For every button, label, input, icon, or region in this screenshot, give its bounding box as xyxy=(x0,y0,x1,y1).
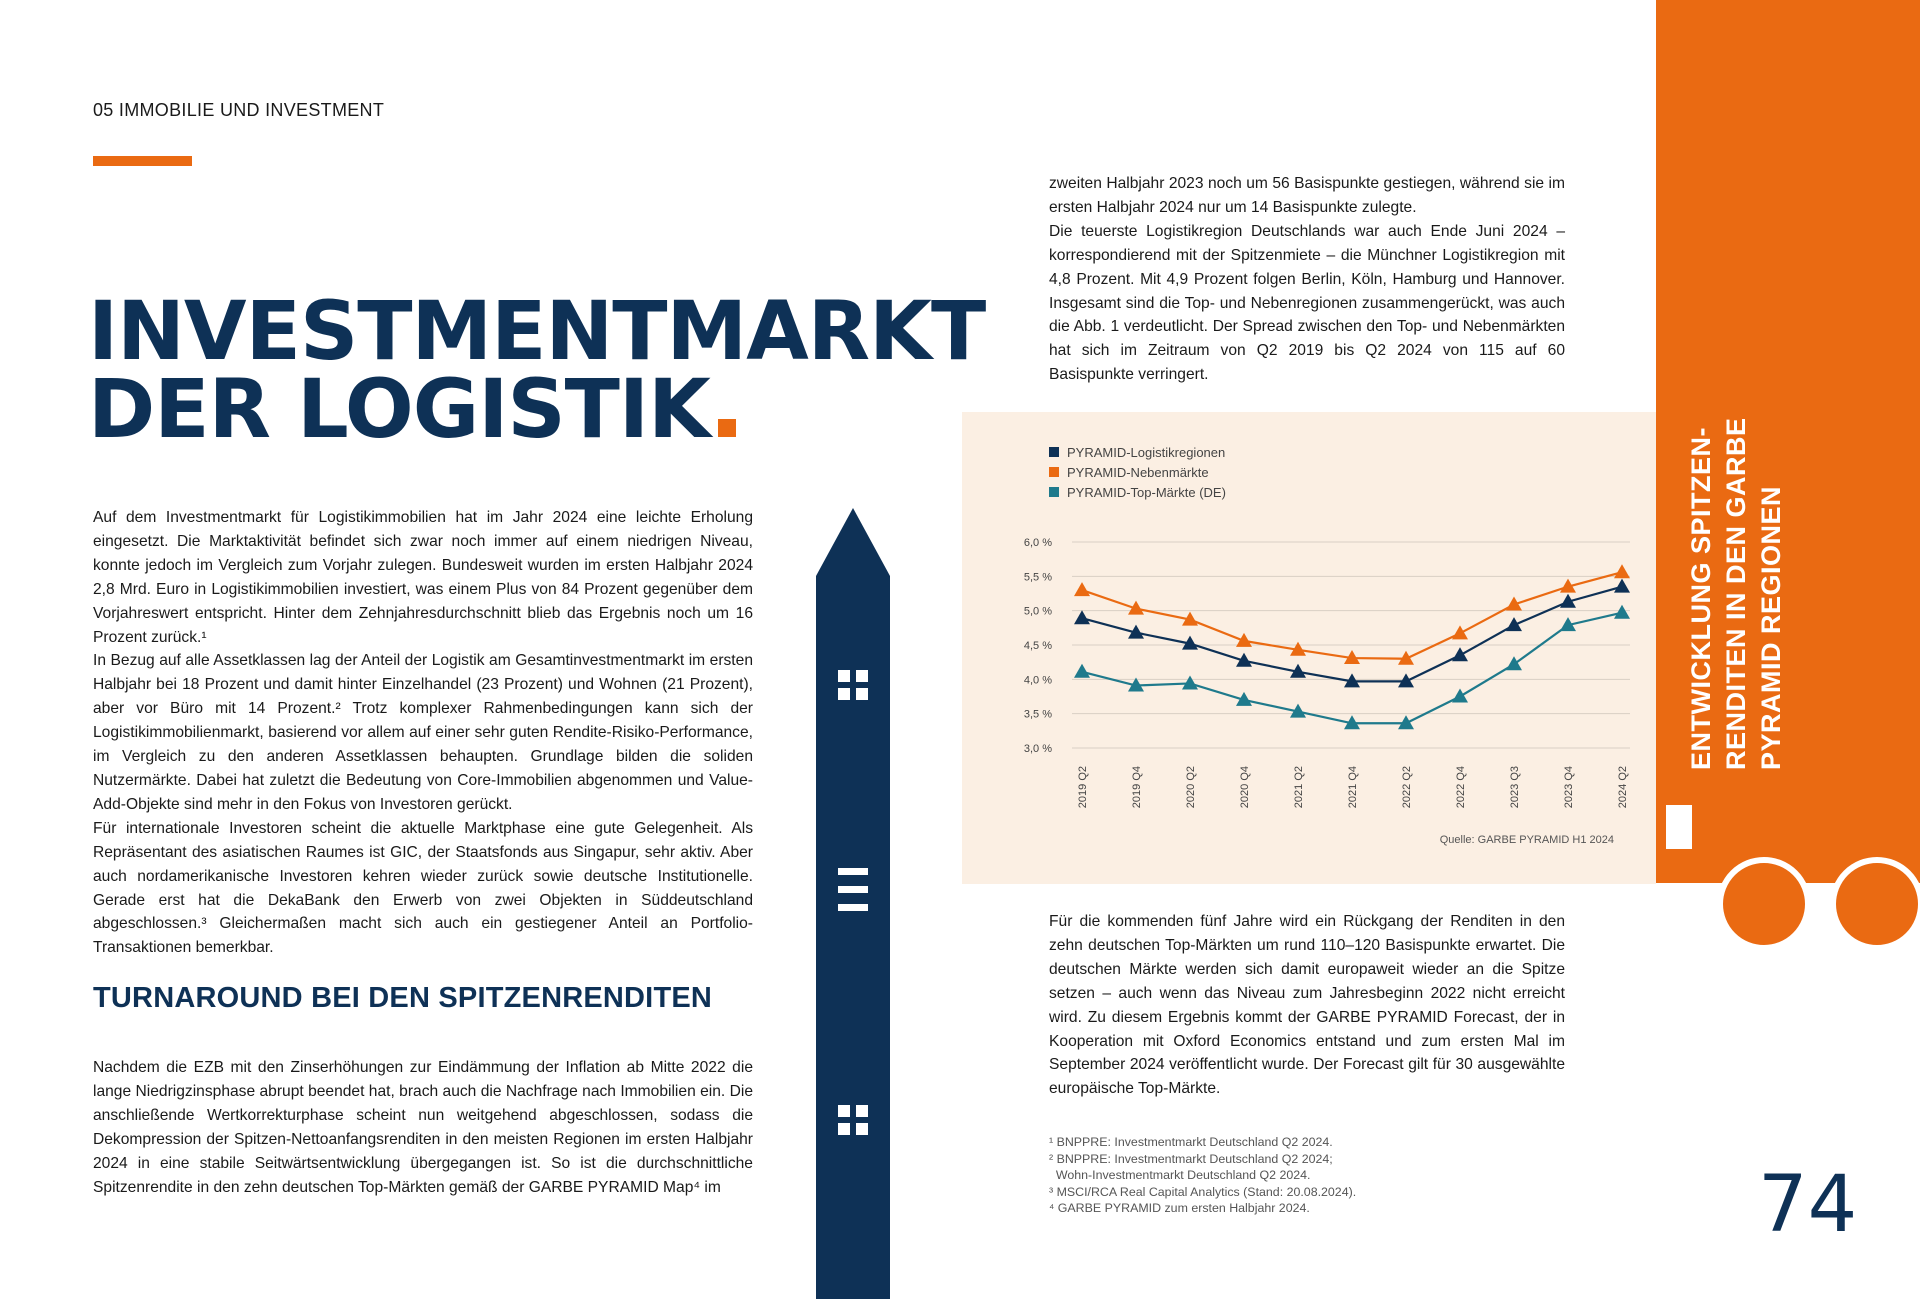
x-tick-label: 2022 Q2 xyxy=(1401,766,1413,809)
data-point-marker xyxy=(1074,610,1090,624)
x-tick-label: 2021 Q4 xyxy=(1347,766,1359,809)
left-column-intro xyxy=(93,506,753,960)
data-point-marker xyxy=(1236,633,1252,647)
x-tick-label: 2020 Q4 xyxy=(1239,766,1251,809)
yield-chart-panel xyxy=(962,412,1656,884)
side-panel-title xyxy=(1684,417,1789,770)
data-point-marker xyxy=(1614,605,1630,619)
y-tick-label: 5,0 % xyxy=(1023,605,1052,618)
page-title xyxy=(88,285,986,457)
legend-label: PYRAMID-Nebenmärkte xyxy=(1067,464,1209,480)
footnote: Wohn-Investmentmarkt Deutschland Q2 2024. xyxy=(1049,1168,1311,1183)
paragraph: Für die kommenden fünf Jahre wird ein Rückgang der Renditen in den zehn deutschen Top-Märkten um rund 110–120 Basispunkte erwartet. Die deutschen Märkte werden sich damit europaweit wieder an die Spitze setzen – auch wenn das Niveau zum Jahresbeginn 2022 nicht erreicht wird. Zu diesem Ergebnis kommt der GARBE PYRAMID Forecast, der in Kooperation mit Oxford Economics entstand und zum ersten Mal im September 2024 veröffentlicht wurde. Der Forecast gilt für 30 ausgewählte europäische Top-Märkte. xyxy=(1049,913,1565,1098)
footnotes xyxy=(1049,1134,1356,1217)
data-point-marker xyxy=(1074,582,1090,596)
footnote: ⁴ GARBE PYRAMID zum ersten Halbjahr 2024. xyxy=(1049,1201,1310,1216)
x-tick-label: 2024 Q2 xyxy=(1617,766,1629,809)
section-label: 05 IMMOBILIE UND INVESTMENT xyxy=(93,100,385,120)
x-tick-label: 2019 Q2 xyxy=(1077,766,1089,809)
truck-wheel-icon xyxy=(1830,857,1920,951)
line-chart xyxy=(962,412,1656,884)
y-tick-label: 3,0 % xyxy=(1023,743,1052,755)
side-title-line: ENTWICKLUNG SPITZEN- xyxy=(1686,427,1716,770)
page-number: 74 xyxy=(1758,1160,1858,1250)
left-column-continued xyxy=(93,1056,753,1199)
series-line xyxy=(1082,613,1622,724)
title-dot xyxy=(718,419,736,437)
paragraph: zweiten Halbjahr 2023 noch um 56 Basispunkte gestiegen, während sie im ersten Halbjahr 2024 nur um 14 Basispunkte zulegte. xyxy=(1049,175,1565,216)
x-tick-label: 2021 Q2 xyxy=(1293,766,1305,809)
data-point-marker xyxy=(1452,689,1468,703)
x-tick-label: 2023 Q4 xyxy=(1563,766,1575,809)
data-point-marker xyxy=(1074,664,1090,678)
truck-wheel-icon xyxy=(1717,857,1811,951)
data-point-marker xyxy=(1182,675,1198,689)
title-line-1: INVESTMENTMARKT xyxy=(88,285,986,379)
paragraph: Nachdem die EZB mit den Zinserhöhungen zur Eindämmung der Inflation ab Mitte 2022 die lange Niedrigzinsphase abrupt beendet hat, brach auch die Nachfrage nach Immobilien ein. Die anschließende Wertkorrekturphase scheint nun weitgehend abgeschlossen, sodass die Dekompression der Spitzen-Nettoanfangsrenditen in den meisten Regionen im ersten Halbjahr 2024 in eine stabile Seitwärtsentwicklung übergegangen ist. So ist die durchschnittliche Spitzenrendite in den zehn deutschen Top-Märkten gemäß der GARBE PYRAMID Map⁴ im xyxy=(93,1059,753,1196)
section-subheading: TURNAROUND BEI DEN SPITZENRENDITEN xyxy=(93,982,713,1014)
series-line xyxy=(1082,587,1622,682)
footnote: ¹ BNPPRE: Investmentmarkt Deutschland Q2 2024. xyxy=(1049,1135,1333,1149)
chart-source: Quelle: GARBE PYRAMID H1 2024 xyxy=(1439,834,1614,846)
y-tick-label: 4,5 % xyxy=(1023,640,1052,652)
data-point-marker xyxy=(1506,656,1522,670)
x-tick-label: 2019 Q4 xyxy=(1131,766,1143,809)
right-column-bottom xyxy=(1049,910,1565,1101)
building-tower-graphic xyxy=(816,508,890,1299)
legend-label: PYRAMID-Logistikregionen xyxy=(1067,444,1226,460)
y-tick-label: 4,0 % xyxy=(1023,674,1052,687)
window-bars-icon xyxy=(838,868,868,911)
right-column-top xyxy=(1049,172,1565,387)
x-tick-label: 2023 Q3 xyxy=(1509,766,1521,809)
data-point-marker xyxy=(1452,647,1468,661)
x-tick-label: 2022 Q4 xyxy=(1455,766,1467,809)
y-tick-label: 5,5 % xyxy=(1023,571,1052,584)
footnote: ³ MSCI/RCA Real Capital Analytics (Stand: 20.08.2024). xyxy=(1049,1184,1357,1199)
paragraph: Auf dem Investmentmarkt für Logistikimmobilien hat im Jahr 2024 eine leichte Erholung eingesetzt. Die Marktaktivität befindet sich zwar noch immer auf einem niedrigen Niveau, konnte jedoch im Vergleich zum Vorjahr zulegen. Bundesweit wurden im ersten Halbjahr 2024 2,8 Mrd. Euro in Logistikimmobilien investiert, was einem Plus von 84 Prozent gegenüber dem Vorjahreswert entspricht. Hinter dem Zehnjahresdurchschnitt blieb das Ergebnis noch um 16 Prozent zurück.¹ xyxy=(93,509,753,646)
accent-bar xyxy=(93,156,192,166)
paragraph: Die teuerste Logistikregion Deutschlands war auch Ende Juni 2024 – korrespondierend mit der Spitzenmiete – die Münchner Logistikregion mit 4,8 Prozent. Mit 4,9 Prozent folgen Berlin, Köln, Hamburg und Hannover. Insgesamt sind die Top- und Nebenregionen zusammengerückt, was auch die Abb. 1 verdeutlicht. Der Spread zwischen den Top- und Nebenmärkten hat sich im Zeitraum von Q2 2019 bis Q2 2024 von 115 auf 60 Basispunkte verringert. xyxy=(1049,222,1565,384)
x-tick-label: 2020 Q2 xyxy=(1185,766,1197,809)
data-point-marker xyxy=(1614,564,1630,578)
data-point-marker xyxy=(1452,625,1468,639)
data-point-marker xyxy=(1614,579,1630,593)
paragraph: Für internationale Investoren scheint die aktuelle Marktphase eine gute Gelegenheit. Als Repräsentant des asiatischen Raumes ist GIC, der Staatsfonds aus Singapur, sehr aktiv. Aber auch nordamerikanische Investoren kehren wieder zurück sowie deutsche Institutionelle. Gerade erst hat die DekaBank den Erwerb von zwei Objekten in Süddeutschland abgeschlossen.³ Gleichermaßen macht sich auch ein gestiegener Anteil an Portfolio-Transaktionen bemerkbar. xyxy=(93,819,753,957)
legend-label: PYRAMID-Top-Märkte (DE) xyxy=(1067,484,1226,500)
y-tick-label: 3,5 % xyxy=(1023,708,1052,721)
side-title-line: PYRAMID REGIONEN xyxy=(1756,485,1786,770)
paragraph: In Bezug auf alle Assetklassen lag der Anteil der Logistik am Gesamtinvestmentmarkt im ersten Halbjahr bei 18 Prozent und damit hinter Einzelhandel (23 Prozent) und Wohnen (21 Prozent), aber vor Büro mit 14 Prozent.² Trotz komplexer Rahmenbedingungen kann sich der Logistikimmobilienmarkt, basierend vor allem auf einer sehr guten Rendite-Risiko-Performance, im Vergleich zu den anderen Assetklassen behaupten. Grundlage bilden die soliden Nutzermärkte. Dabei hat zuletzt die Bedeutung von Core-Immobilien abgenommen und Value-Add-Objekte sind mehr in den Fokus von Investoren gerückt. xyxy=(93,652,753,813)
title-line-2: DER LOGISTIK xyxy=(88,363,710,457)
side-title-line: RENDITEN IN DEN GARBE xyxy=(1721,417,1751,770)
footnote: ² BNPPRE: Investmentmarkt Deutschland Q2 2024; xyxy=(1049,1151,1333,1166)
side-accent-bar xyxy=(1666,805,1692,849)
y-tick-label: 6,0 % xyxy=(1023,537,1052,549)
data-point-marker xyxy=(1506,617,1522,631)
